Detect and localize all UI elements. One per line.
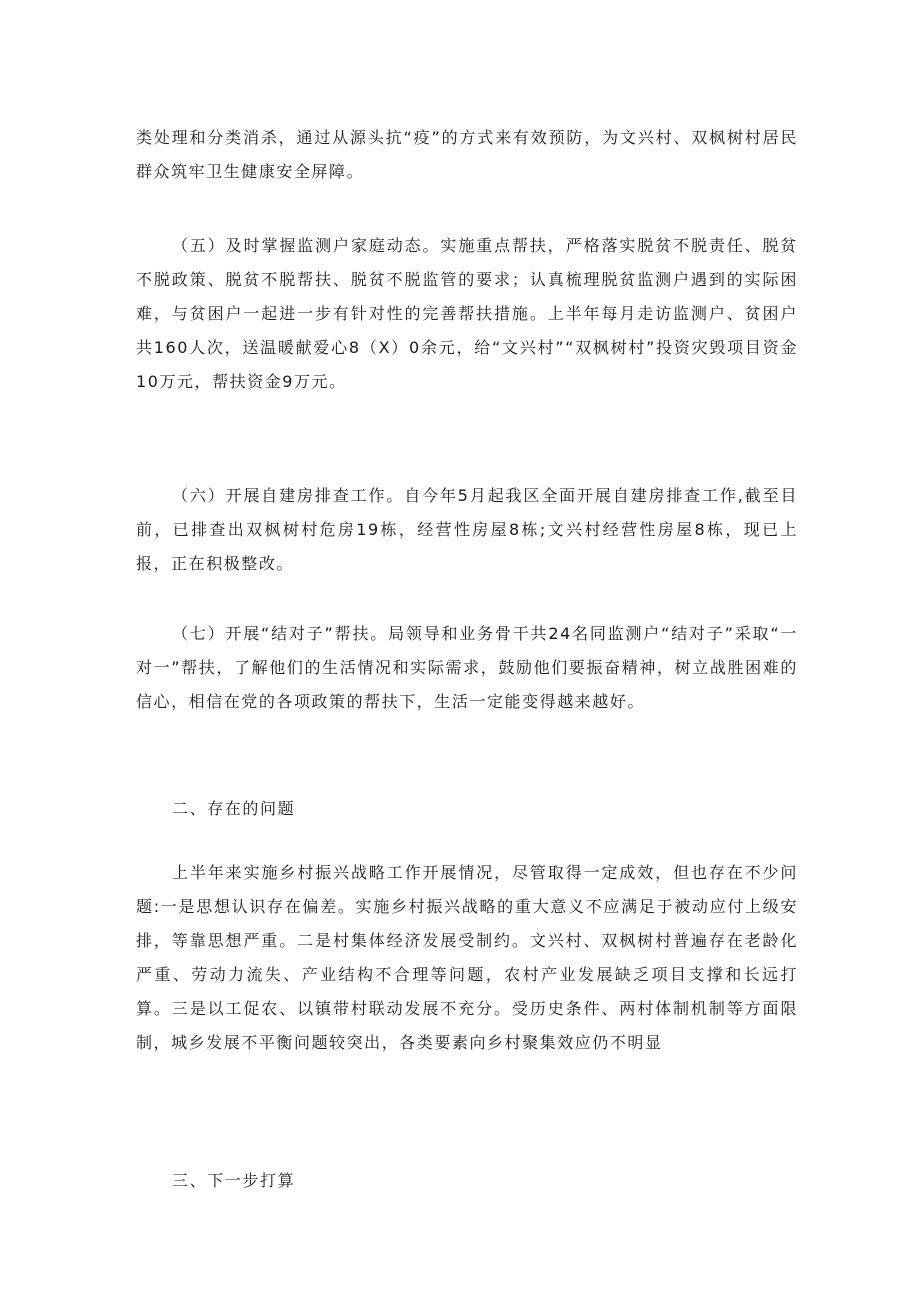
paragraph-problems-detail: 上半年来实施乡村振兴战略工作开展情况，尽管取得一定成效，但也存在不少问题:一是思想认识存在偏差。实施乡村振兴战略的重大意义不应满足于被动应付上级安排，等靠思想严重。二是村集体经济发展受制约。文兴村、双枫树村普遍存在老龄化严重、劳动力流失、产业结构不合理等问题，农村产业发展缺乏项目支撑和长远打算。三是以工促农、以镇带村联动发展不充分。受历史条件、两村体制机制等方面限制，城乡发展不平衡问题较突出，各类要素向乡村聚集效应仍不明显 — [136, 863, 798, 1052]
paragraph-item-5-monitoring: （五）及时掌握监测户家庭动态。实施重点帮扶，严格落实脱贫不脱责任、脱贫不脱政策、脱贫不脱帮扶、脱贫不脱监管的要求；认真梳理脱贫监测户遇到的实际困难，与贫困户一起进一步有针对性的完善帮扶措施。上半年每月走访监测户、贫困户共160人次，送温暖献爱心8（X）0余元，给“文兴村”“双枫树村”投资灾毁项目资金10万元，帮扶资金9万元。 — [136, 236, 798, 391]
paragraph-sanitation-continuation: 类处理和分类消杀，通过从源头抗“疫”的方式来有效预防，为文兴村、双枫树村居民群众筑牢卫生健康安全屏障。 — [136, 128, 798, 181]
section-heading-next-steps: 三、下一步打算 — [172, 1171, 296, 1190]
section-heading-problems: 二、存在的问题 — [172, 799, 296, 818]
paragraph-item-6-house-inspection: （六）开展自建房排查工作。自今年5月起我区全面开展自建房排查工作,截至目前，已排查出双枫树村危房19栋，经营性房屋8栋;文兴村经营性房屋8栋，现已上报，正在积极整改。 — [136, 486, 798, 573]
paragraph-item-7-pairing-support: （七）开展“结对子”帮扶。局领导和业务骨干共24名同监测户“结对子”采取“一对一”帮扶，了解他们的生活情况和实际需求，鼓励他们要振奋精神，树立战胜困难的信心，相信在党的各项政策的帮扶下，生活一定能变得越来越好。 — [136, 624, 798, 711]
